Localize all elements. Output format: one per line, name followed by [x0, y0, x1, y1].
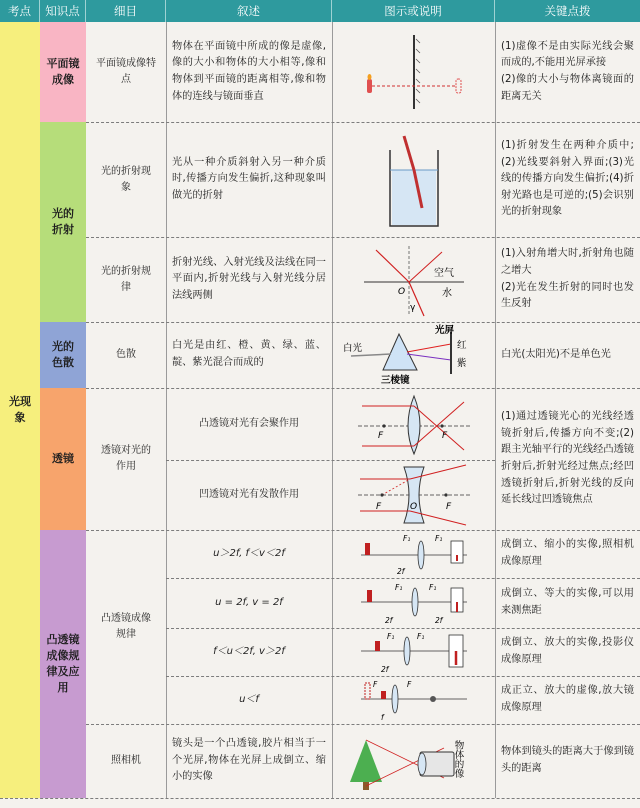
label-focus: F₁ — [416, 632, 424, 641]
imaging-diagram-2 — [359, 580, 469, 626]
imaging-diagram-3 — [359, 629, 469, 675]
detail-text: 平面镜成像特点 — [96, 58, 156, 85]
desc-text: 凹透镜对光有发散作用 — [199, 489, 299, 500]
imaging-diagram-4 — [359, 677, 469, 723]
desc-text: 镜头是一个凸透镜,胶片相当于一个光屏,物体在光屏上成倒立、缩小的实像 — [172, 738, 326, 783]
detail-text: 色散 — [116, 349, 136, 360]
desc-lens-convex — [166, 388, 332, 460]
desc-lens-concave — [166, 460, 332, 530]
key-case-4 — [495, 676, 640, 724]
label-screen: 光屏 — [434, 325, 454, 336]
cond-case-2 — [166, 578, 332, 628]
label-focus: F — [375, 502, 381, 512]
detail-mirror — [86, 22, 166, 122]
detail-text: 凸透镜成像规律 — [101, 613, 151, 640]
label-optical-center: O — [409, 502, 417, 512]
tree-icon — [350, 740, 382, 782]
key-text: 白光(太阳光)不是单色光 — [501, 348, 611, 360]
desc-text: 凸透镜对光有会聚作用 — [199, 418, 299, 429]
key-case-1 — [495, 530, 640, 578]
detail-text: 透镜对光的作用 — [101, 445, 151, 472]
cond-case-3 — [166, 628, 332, 676]
desc-text: 光从一种介质斜射入另一种介质时,传播方向发生偏折,这种现象叫做光的折射 — [172, 156, 326, 201]
detail-text: 照相机 — [111, 755, 141, 766]
label-gamma: γ — [409, 302, 415, 313]
topic-lens — [40, 388, 86, 530]
incident-ray — [376, 250, 409, 282]
diagram-convex-lens — [332, 388, 495, 460]
topic-convex-imaging — [40, 530, 86, 798]
label-f: f — [380, 713, 384, 722]
topic-label: 透镜 — [52, 452, 74, 465]
convex-lens-icon — [408, 396, 420, 454]
convex-lens-icon — [404, 637, 410, 665]
virtual-image-icon — [365, 683, 370, 699]
label-2f: 2f — [384, 616, 392, 625]
key-text: 成正立、放大的虚像,放大镜成像原理 — [501, 685, 634, 713]
label-white-light: 白光 — [342, 343, 362, 354]
key-text: (1)折射发生在两种介质中;(2)光线要斜射入界面;(3)光线的传播方向发生偏折;(4)折射光路也是可逆的;(5)会识别光的折射现象 — [501, 140, 634, 218]
diagram-concave-lens — [332, 460, 495, 530]
key-dispersion — [495, 322, 640, 388]
concave-lens-diagram — [354, 463, 474, 527]
topic-label: 凸透镜成像规律及应用 — [46, 633, 80, 694]
label-focus: F — [441, 431, 447, 441]
header-knowledge-point — [40, 0, 86, 22]
desc-camera — [166, 724, 332, 798]
desc-dispersion — [166, 322, 332, 388]
key-case-2 — [495, 578, 640, 628]
label-focus: F₁ — [394, 583, 402, 592]
candle-icon — [365, 543, 370, 555]
prism-dispersion-diagram — [339, 324, 489, 386]
detail-text: 光的折射现象 — [101, 165, 151, 193]
diagram-refr-law — [332, 237, 495, 322]
rod-above-icon — [404, 136, 414, 170]
camera-diagram — [344, 726, 484, 796]
candle-icon — [367, 79, 372, 93]
label-focus: F₁ — [434, 534, 442, 543]
key-lens — [495, 388, 640, 530]
header-label: 知识点 — [45, 4, 80, 18]
label-red: 红 — [456, 340, 467, 351]
convex-lens-diagram — [354, 392, 474, 456]
header-label: 细目 — [114, 4, 137, 18]
key-text: 物体到镜头的距离大于像到镜头的距离 — [501, 746, 634, 774]
desc-text: 物体在平面镜中所成的像是虚像,像的大小和物体的大小相等,像和物体到平面镜的距离相等,像和物体的连线与镜面垂直 — [172, 40, 326, 102]
detail-text: 光的折射规律 — [101, 265, 151, 293]
key-text: 成倒立、缩小的实像,照相机成像原理 — [501, 539, 634, 567]
key-refr-phen — [495, 122, 640, 237]
label-focus: F — [445, 502, 451, 512]
diagram-case-2 — [332, 578, 495, 628]
header-exam-point — [0, 0, 40, 22]
header-label: 叙述 — [237, 4, 260, 18]
header-key-points — [495, 0, 640, 22]
label-violet: 紫 — [456, 358, 467, 369]
row-divider — [0, 798, 640, 799]
eye-icon — [430, 696, 436, 702]
label-focus: F — [406, 680, 411, 689]
diagram-case-3 — [332, 628, 495, 676]
key-text: (1)通过透镜光心的光线经透镜折射后,传播方向不变;(2)跟主光轴平行的光线经凸透镜折射后,折射光经过焦点;经凹透镜折射后,折射光线的反向延长线过凹透镜焦点 — [501, 411, 634, 506]
label-2f: 2f — [396, 567, 404, 576]
candle-icon — [381, 691, 386, 699]
desc-refr-phen — [166, 122, 332, 237]
diagram-camera — [332, 724, 495, 798]
topic-label: 平面镜成像 — [46, 57, 80, 86]
label-2f: 2f — [380, 665, 388, 674]
convex-lens-icon — [392, 685, 398, 713]
convex-lens-icon — [412, 588, 418, 616]
label-object-image: 物体的像 — [452, 740, 463, 778]
desc-text: 白光是由红、橙、黄、绿、蓝、靛、紫光混合而成的 — [172, 340, 326, 368]
topic-mirror — [40, 22, 86, 122]
detail-camera — [86, 724, 166, 798]
candle-image-icon — [456, 79, 461, 93]
diagram-case-4 — [332, 676, 495, 724]
key-refr-law — [495, 237, 640, 322]
camera-lens-icon — [418, 753, 426, 775]
key-case-3 — [495, 628, 640, 676]
diagram-dispersion — [332, 322, 495, 388]
detail-refr-phen — [86, 122, 166, 237]
header-illustration — [332, 0, 495, 22]
topic-dispersion — [40, 322, 86, 388]
candle-icon — [367, 590, 372, 602]
header-label: 图示或说明 — [384, 4, 442, 18]
header-detail — [86, 0, 166, 22]
cond-text: u＜f — [239, 694, 259, 705]
plane-mirror-diagram — [339, 27, 489, 117]
cond-case-4 — [166, 676, 332, 724]
diagram-refr-phen — [332, 122, 495, 237]
candle-icon — [375, 641, 380, 651]
glass-of-water-diagram — [374, 130, 454, 230]
desc-text: 折射光线、入射光线及法线在同一平面内,折射光线与入射光线分居法线两侧 — [172, 256, 326, 301]
header-description — [166, 0, 332, 22]
cond-text: u＞2f, f＜v＜2f — [213, 548, 285, 559]
key-mirror — [495, 22, 640, 122]
label-focus: F — [372, 680, 377, 689]
key-text: 成倒立、放大的实像,投影仪成像原理 — [501, 637, 634, 665]
convex-lens-icon — [418, 541, 424, 569]
topic-label: 光的折射 — [52, 207, 74, 236]
key-text: (1)入射角增大时,折射角也随之增大 (2)光在发生折射的同时也发生反射 — [501, 248, 634, 310]
header-label: 关键点拨 — [544, 4, 591, 18]
prism-icon — [383, 334, 417, 370]
diagram-mirror — [332, 22, 495, 122]
desc-mirror — [166, 22, 332, 122]
header-label: 考点 — [8, 4, 31, 18]
label-focus: F₁ — [386, 632, 394, 641]
label-water: 水 — [441, 287, 452, 299]
key-text: (1)虚像不是由实际光线会聚而成的,不能用光屏承接 (2)像的大小与物体离镜面的距离无关 — [501, 40, 634, 102]
imaging-diagram-1 — [359, 531, 469, 577]
refraction-law-diagram — [354, 240, 474, 320]
detail-dispersion — [86, 322, 166, 388]
cond-text: u = 2f, v = 2f — [215, 597, 283, 608]
topic-refraction — [40, 122, 86, 322]
key-text: 成倒立、等大的实像,可以用来测焦距 — [501, 588, 634, 616]
key-camera — [495, 724, 640, 798]
label-focus: F — [377, 431, 383, 441]
cond-case-1 — [166, 530, 332, 578]
detail-lens — [86, 388, 166, 530]
desc-refr-law — [166, 237, 332, 322]
category-cell — [0, 22, 40, 798]
label-air: 空气 — [433, 267, 454, 279]
label-focus: F₁ — [428, 583, 436, 592]
label-prism: 三棱镜 — [380, 375, 410, 386]
category-label: 光现象 — [9, 395, 31, 424]
topic-label: 光的色散 — [52, 340, 74, 369]
label-2f: 2f — [434, 616, 442, 625]
label-origin: O — [397, 286, 405, 297]
detail-convex-imaging — [86, 530, 166, 724]
diagram-case-1 — [332, 530, 495, 578]
label-focus: F₁ — [402, 534, 410, 543]
cond-text: f＜u＜2f, v＞2f — [213, 646, 285, 657]
detail-refr-law — [86, 237, 166, 322]
